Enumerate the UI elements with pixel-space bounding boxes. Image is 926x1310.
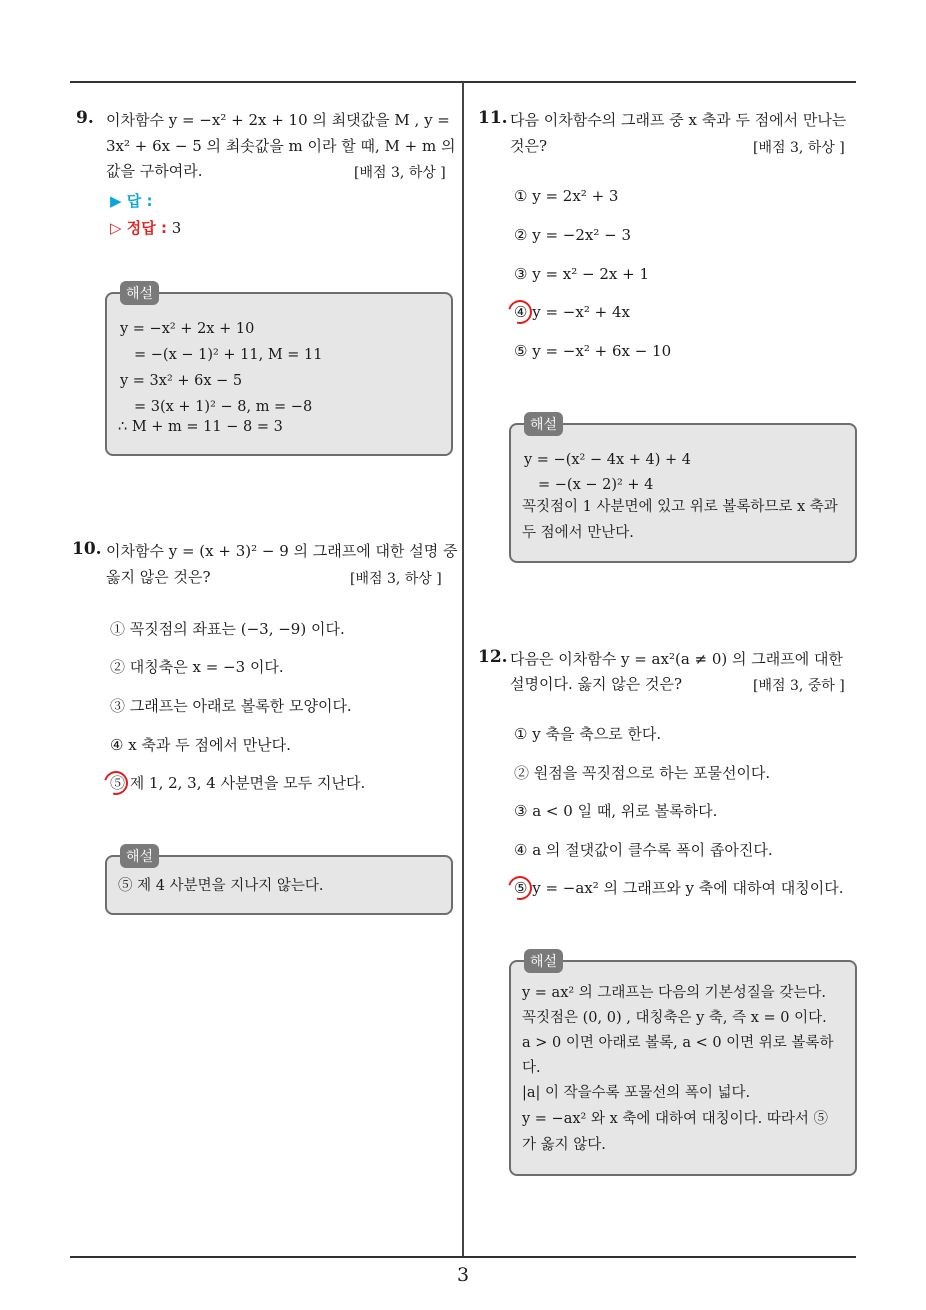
explanation-tab: 해설	[120, 844, 159, 868]
explanation-tab: 해설	[120, 281, 159, 305]
explanation-line: 다.	[522, 1060, 541, 1076]
option-2[interactable]: ② y = −2x² − 3	[514, 226, 632, 244]
explanation-line: y = 3x² + 6x − 5	[120, 373, 243, 389]
question-text: 3x² + 6x − 5 의 최솟값을 m 이라 할 때, M + m 의	[106, 137, 456, 155]
explanation-line: 두 점에서 만난다.	[522, 525, 634, 541]
explanation-line: |a| 이 작을수록 포물선의 폭이 넓다.	[522, 1085, 751, 1101]
correct-value: 3	[171, 219, 182, 237]
question-text: 이차함수 y = (x + 3)² − 9 의 그래프에 대한 설명 중	[106, 542, 458, 560]
explanation-line: = −(x − 2)² + 4	[538, 477, 654, 493]
option-4[interactable]: ④ x 축과 두 점에서 만난다.	[110, 736, 291, 754]
option-1[interactable]: ① y = 2x² + 3	[514, 187, 619, 205]
option-4[interactable]: ④ a 의 절댓값이 클수록 폭이 좁아진다.	[514, 841, 773, 859]
question-text: 설명이다. 옳지 않은 것은?	[510, 675, 683, 693]
page-number: 3	[456, 1264, 470, 1286]
explanation-tab: 해설	[524, 949, 563, 973]
explanation-line: ⑤ 제 4 사분면을 지나지 않는다.	[118, 878, 324, 894]
explanation-line: = 3(x + 1)² − 8, m = −8	[134, 399, 313, 415]
option-3[interactable]: ③ y = x² − 2x + 1	[514, 265, 650, 283]
explanation-line: = −(x − 1)² + 11, M = 11	[134, 347, 323, 363]
explanation-line: y = −x² + 2x + 10	[120, 321, 255, 337]
question-number: 12.	[478, 647, 508, 667]
question-number: 9.	[76, 108, 94, 128]
explanation-line: y = −ax² 와 x 축에 대하여 대칭이다. 따라서 ⑤	[522, 1111, 828, 1127]
question-text: 것은?	[510, 137, 548, 155]
option-3[interactable]: ③ a < 0 일 때, 위로 볼록하다.	[514, 802, 718, 820]
option-4[interactable]: ④ y = −x² + 4x	[514, 303, 630, 321]
explanation-line: y = ax² 의 그래프는 다음의 기본성질을 갖는다.	[522, 985, 826, 1001]
correct-label: ▷ 정답 :	[110, 219, 167, 237]
correct-answer	[110, 217, 181, 238]
question-text: 값을 구하여라.	[106, 162, 203, 180]
question-text: 옳지 않은 것은?	[106, 568, 211, 586]
bottom-rule	[70, 1256, 856, 1258]
explanation-line: a > 0 이면 아래로 볼록, a < 0 이면 위로 볼록하	[522, 1035, 834, 1051]
question-text: 이차함수 y = −x² + 2x + 10 의 최댓값을 M , y =	[106, 111, 450, 129]
option-2[interactable]: ② 대칭축은 x = −3 이다.	[110, 658, 284, 676]
score-meta: [배점 3, 하상 ]	[350, 571, 442, 587]
answer-mark-icon	[100, 767, 133, 800]
score-meta: [배점 3, 하상 ]	[753, 140, 845, 156]
column-divider	[462, 82, 464, 1258]
score-meta: [배점 3, 하상 ]	[354, 165, 446, 181]
answer-mark-icon	[504, 872, 537, 905]
explanation-line: 꼭짓점은 (0, 0) , 대칭축은 y 축, 즉 x = 0 이다.	[522, 1010, 827, 1026]
answer-label: ▶ 답 :	[110, 192, 153, 210]
question-number: 10.	[72, 539, 102, 559]
score-meta: [배점 3, 중하 ]	[753, 678, 845, 694]
option-1[interactable]: ① 꼭짓점의 좌표는 (−3, −9) 이다.	[110, 620, 345, 638]
option-1[interactable]: ① y 축을 축으로 한다.	[514, 725, 662, 743]
option-5[interactable]: ⑤ 제 1, 2, 3, 4 사분면을 모두 지난다.	[110, 774, 366, 792]
option-3[interactable]: ③ 그래프는 아래로 볼록한 모양이다.	[110, 697, 352, 715]
option-2[interactable]: ② 원점을 꼭짓점으로 하는 포물선이다.	[514, 764, 771, 782]
question-text: 다음은 이차함수 y = ax²(a ≠ 0) 의 그래프에 대한	[510, 650, 843, 668]
option-5[interactable]: ⑤ y = −ax² 의 그래프와 y 축에 대하여 대칭이다.	[514, 879, 844, 897]
answer-mark-icon	[504, 296, 537, 329]
explanation-line: 가 옳지 않다.	[522, 1137, 606, 1153]
explanation-line: ∴ M + m = 11 − 8 = 3	[118, 419, 283, 435]
explanation-line: y = −(x² − 4x + 4) + 4	[524, 452, 691, 468]
explanation-line: 꼭짓점이 1 사분면에 있고 위로 볼록하므로 x 축과	[522, 499, 838, 515]
option-5[interactable]: ⑤ y = −x² + 6x − 10	[514, 342, 672, 360]
explanation-tab: 해설	[524, 412, 563, 436]
question-number: 11.	[478, 108, 508, 128]
question-text: 다음 이차함수의 그래프 중 x 축과 두 점에서 만나는	[510, 111, 847, 129]
